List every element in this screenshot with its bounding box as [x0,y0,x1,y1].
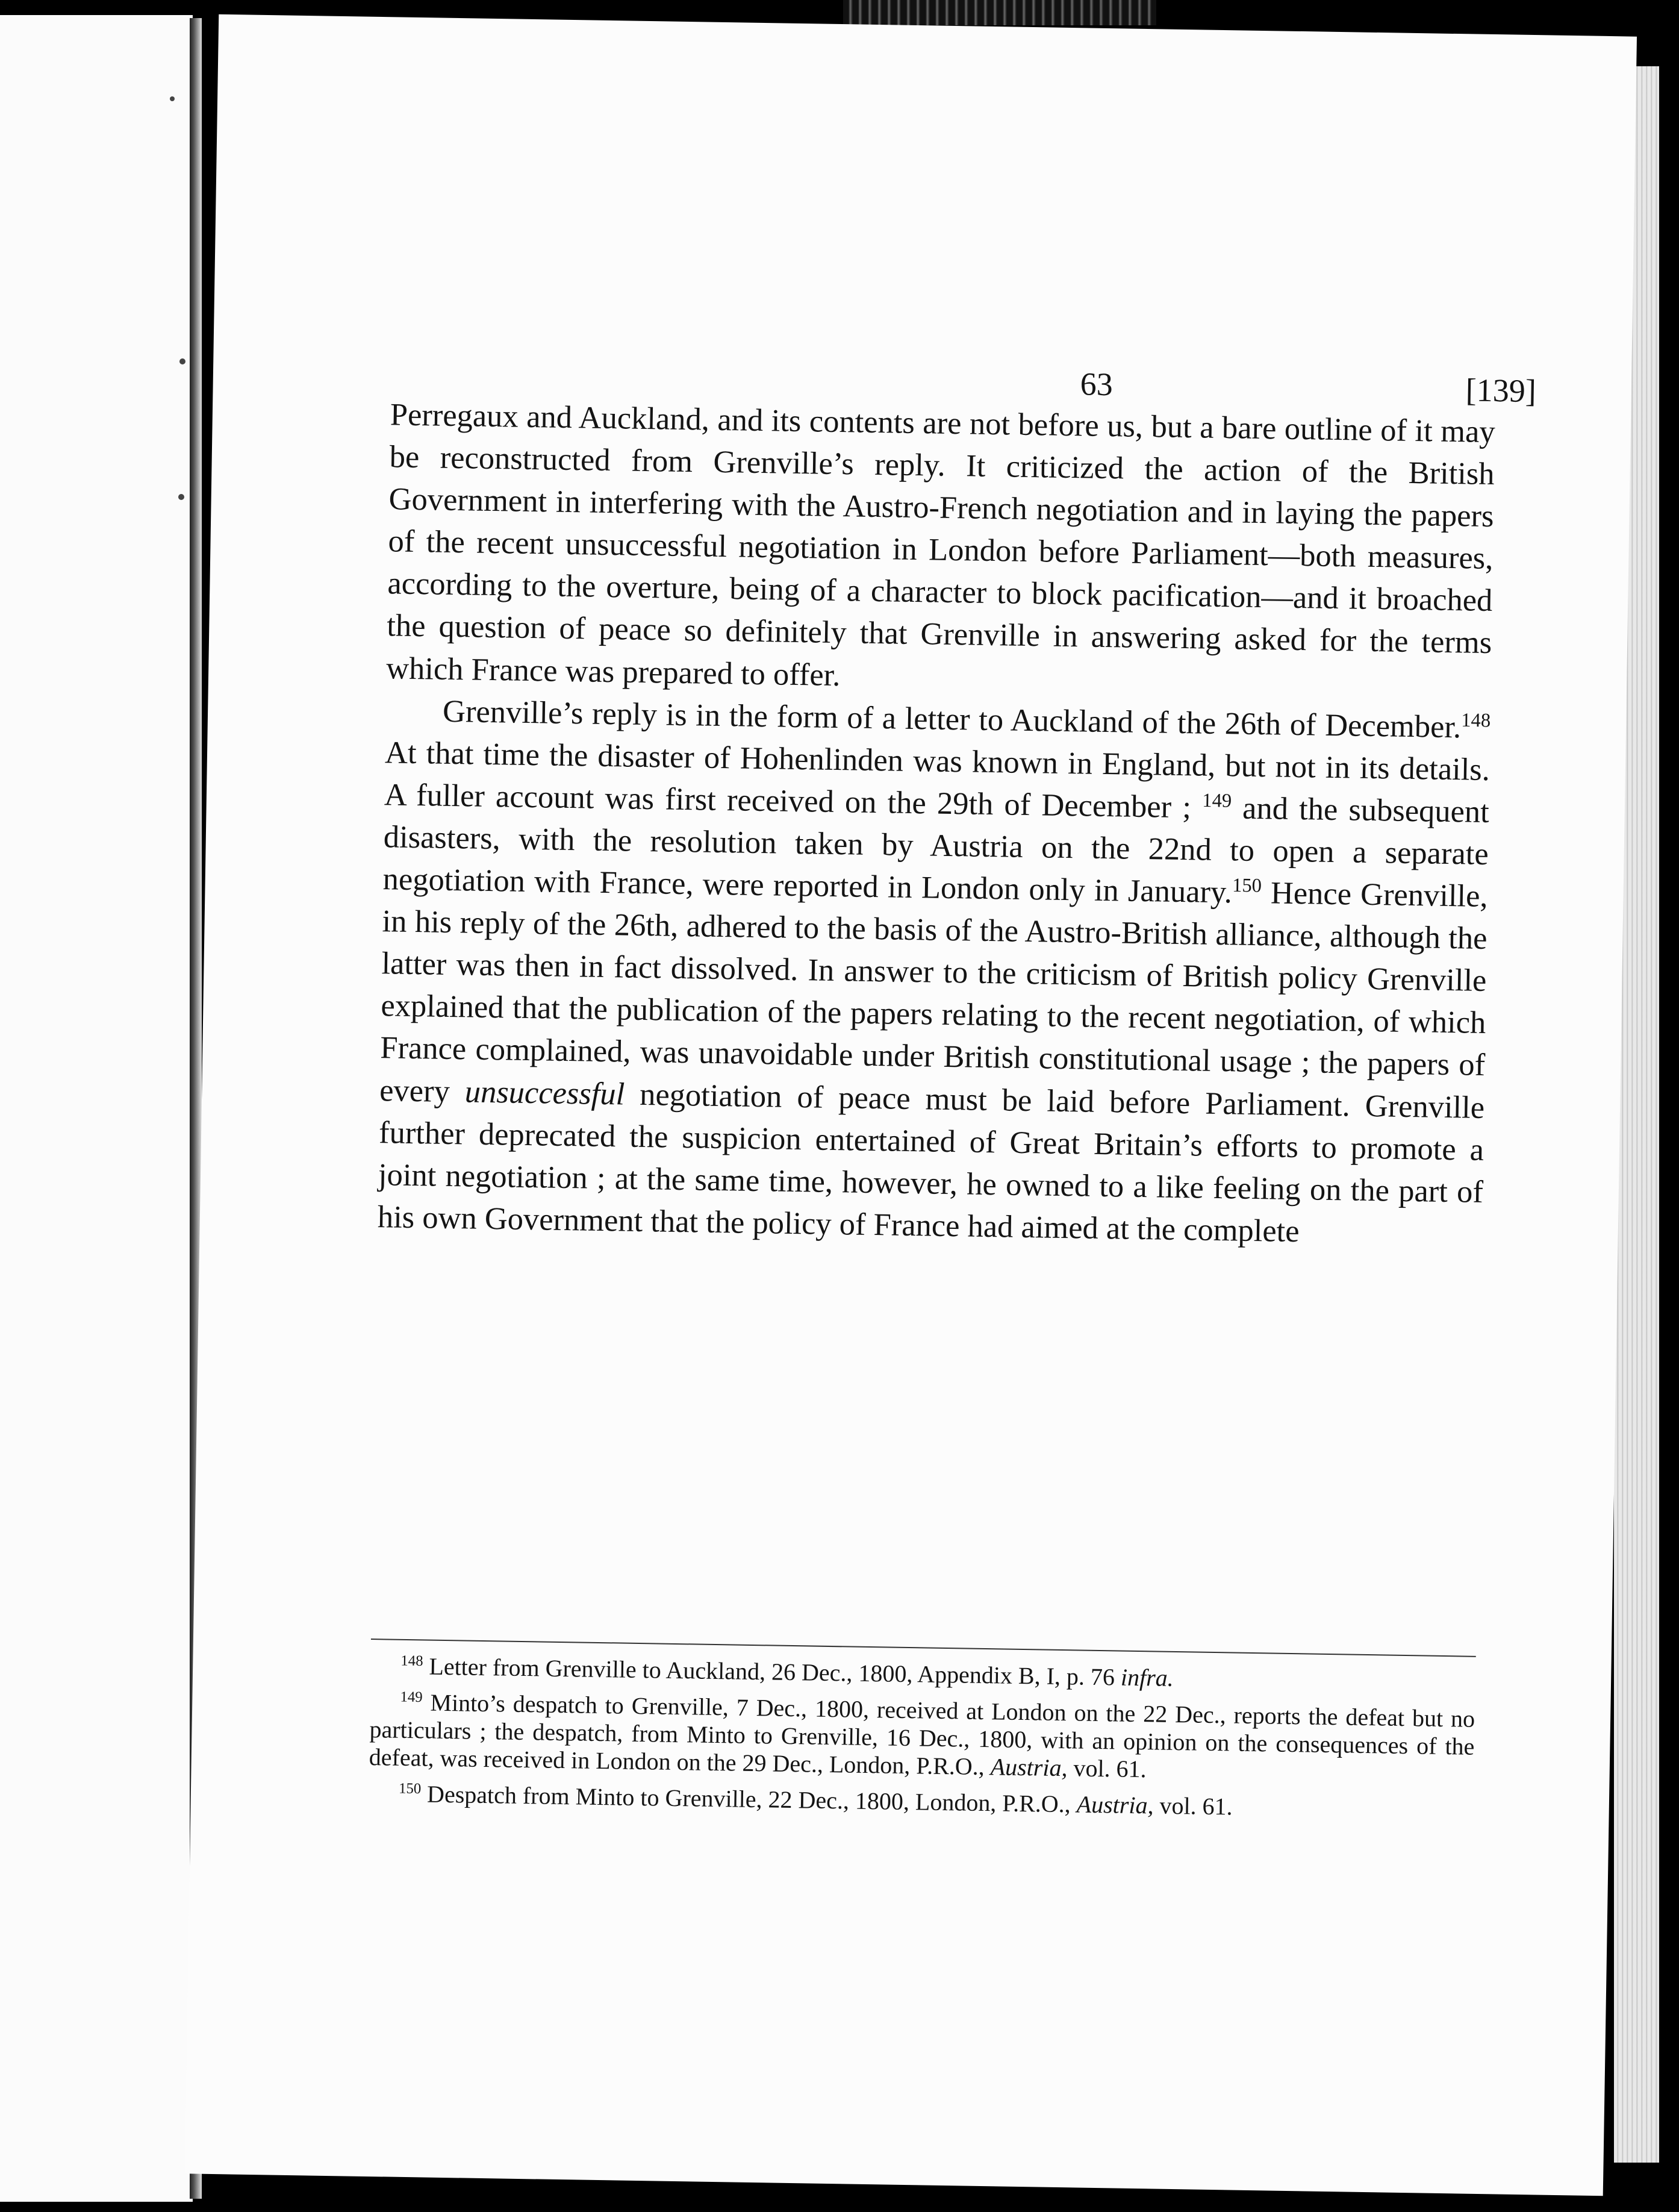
paragraph-2-text-c: and the subsequent disasters, with the resolution taken by Austria on the 22nd to open a separate negotiation with France, were reported in London only in January. [382,790,1490,910]
footnote-text: Despatch from Minto to Grenville, 22 Dec., 1800, London, P.R.O., [426,1780,1077,1818]
footnote-text: Letter from Grenville to Auckland, 26 Dec., 1800, Appendix B, I, p. 76 [429,1652,1121,1691]
paragraph-2-text-b: At that time the disaster of Hohenlinden was known in England, but not in its details. A fuller account was first received on the 29th of December ; [384,734,1491,825]
paragraph-1-text: Perregaux and Auckland, and its contents are not before us, but a bare outline of it may be reconstructed from Grenville’s reply. It criticized the action of the British Government in interfering with the Austro-French negotiation and in laying the papers of the recent unsuccessful negotiation in London before Parliament—both measures, according to the overture, being of a character to block pacification—and it broached the question of peace so definitely that Grenville in answering asked for the terms which France was prepared to offer. [385,397,1496,693]
footnote-italic: infra. [1120,1663,1174,1692]
footnote-number: 149 [400,1689,423,1706]
paragraph-2-italic: unsuccessful [464,1073,625,1112]
paragraph-2-text-e: negotiation of peace must be laid before Parliament. Grenville further deprecated the suspicion entertained of Great Britain’s efforts to promote a joint negotiation ; at the same time, however, he owned to a like feeling on the part of his own Government that the policy of France had aimed at the complete [377,1076,1485,1249]
footnote-150 [369,1779,1474,1825]
paragraph-2 [377,689,1491,1255]
page-number: 63 [1080,366,1114,403]
footnote-italic: Austria, [990,1753,1068,1782]
footnote-italic: Austria, [1076,1790,1154,1819]
footnote-ref-150[interactable]: 150 [1232,874,1262,897]
paragraph-2-text-a: Grenville’s reply is in the form of a letter to Auckland of the 26th of December. [442,693,1462,745]
footnote-text: Minto’s despatch to Grenville, 7 Dec., 1800, received at London on the 22 Dec., reports the defeat but no particulars ; the despatch, from Minto to Grenville, 16 Dec., 1800, with an opinion on the consequences of the defeat, was received in London on the 29 Dec., London, P.R.O., [369,1689,1475,1781]
footnotes [368,1652,1475,1833]
body-text [377,393,1495,1255]
footnote-tail: vol. 61. [1067,1754,1147,1783]
paragraph-2-text-d: Hence Grenville, in his reply of the 26th, adhered to the basis of the Austro-British alliance, although the latter was then in fact dissolved. In answer to the criticism of British policy Grenville explained that the publication of the papers relating to the recent negotiation, of which France complained, was unavoidable under British constitutional usage ; the papers of every [379,875,1489,1109]
footnote-number: 150 [398,1780,422,1798]
margin-speck [179,358,185,364]
folio-number: [139] [1465,372,1537,410]
footnote-149 [369,1688,1475,1789]
paragraph-1 [386,393,1495,706]
footnote-number: 148 [400,1652,423,1670]
margin-speck [178,494,184,500]
footnote-tail: vol. 61. [1153,1792,1233,1820]
previous-page-edge [0,15,193,2202]
book-page [185,14,1637,2196]
margin-speck [170,96,175,101]
scan-top-edge [843,0,1156,25]
footnote-ref-149[interactable]: 149 [1202,789,1232,812]
footnote-ref-148[interactable]: 148 [1461,709,1491,732]
